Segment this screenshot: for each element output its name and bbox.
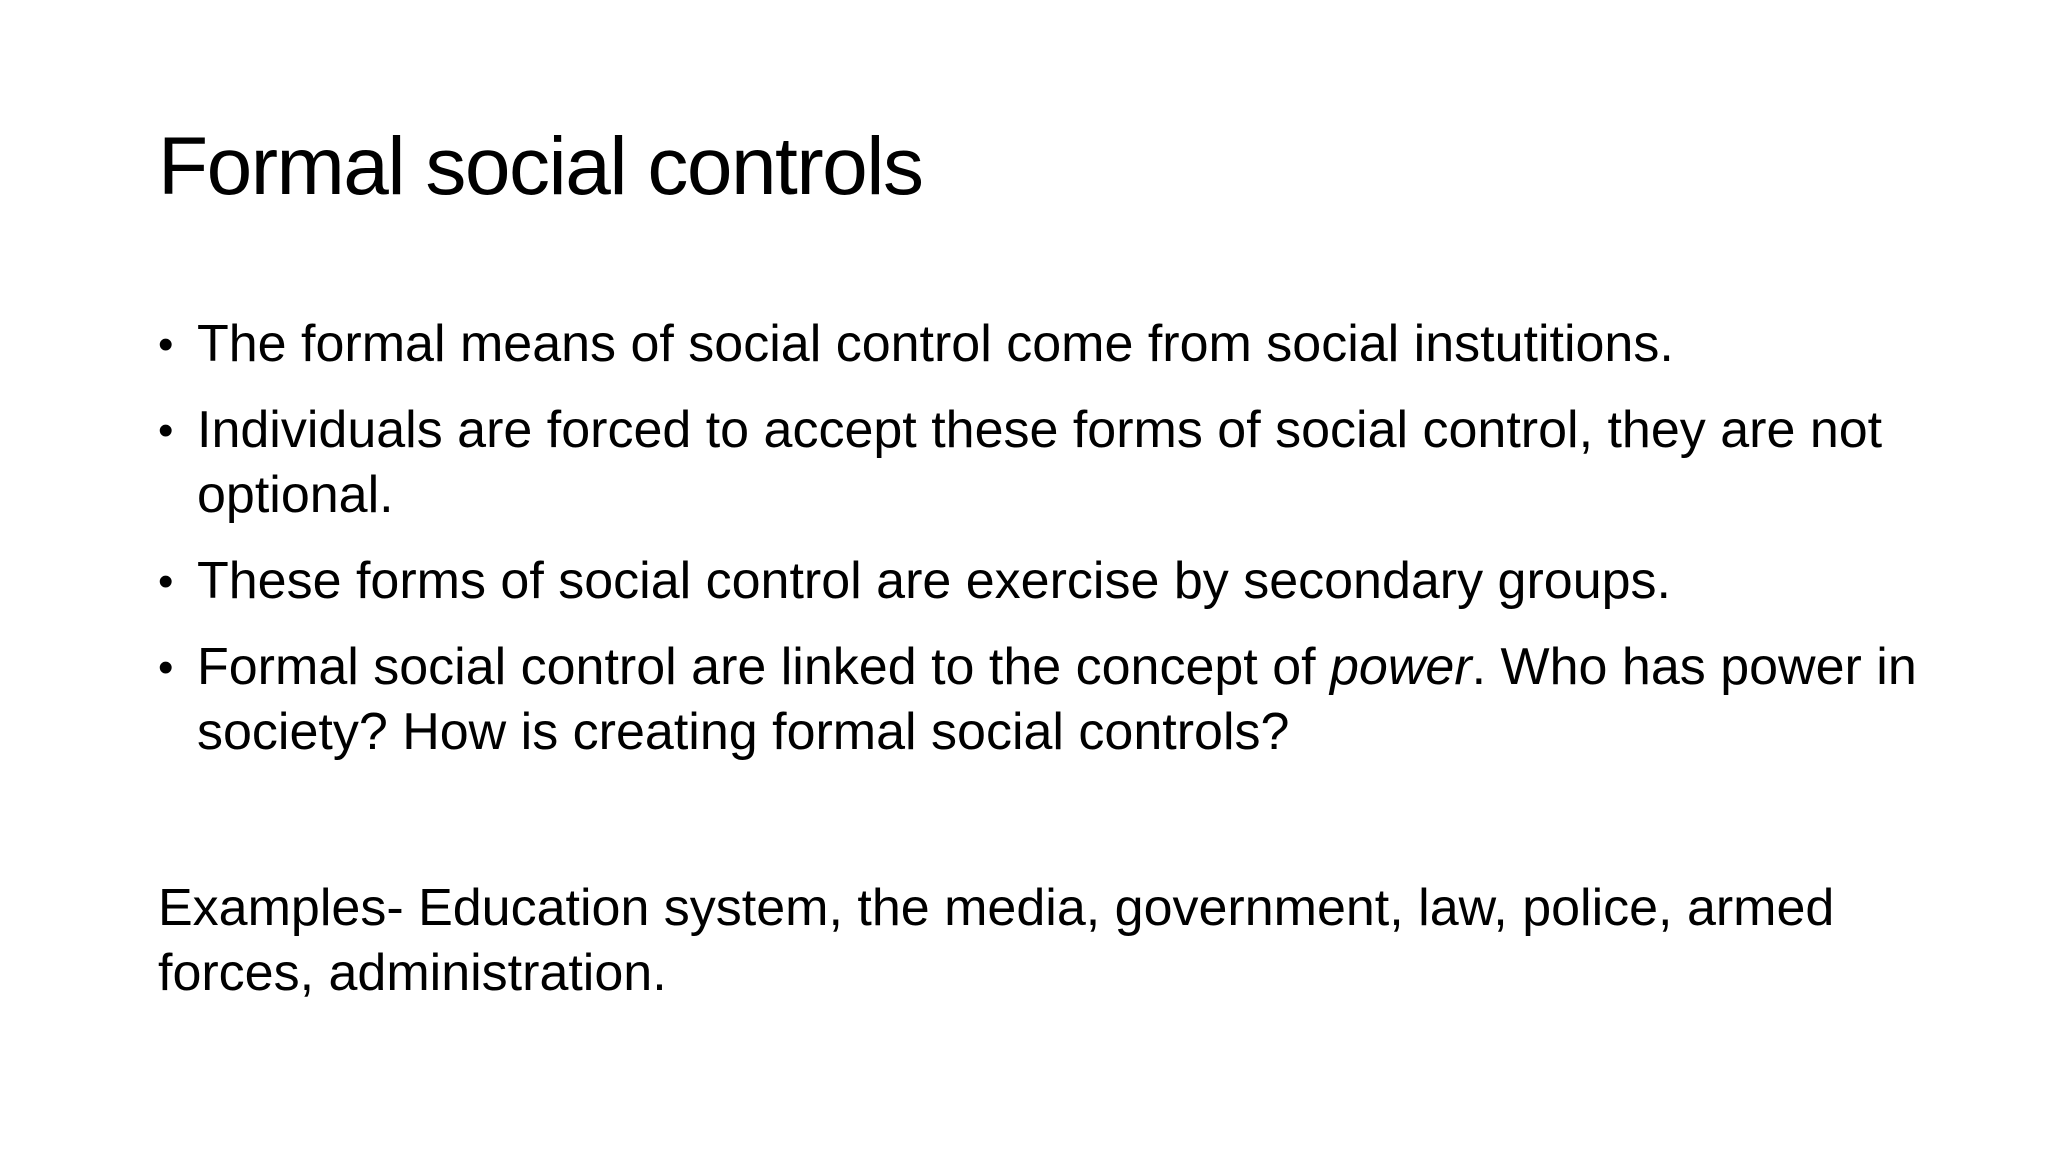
bullet-text: Individuals are forced to accept these forms of social control, they are not optional. — [197, 401, 1883, 524]
bullet-text: The formal means of social control come from social instutitions. — [197, 315, 1674, 373]
bullet-item — [158, 635, 1918, 765]
examples-paragraph: Examples- Education system, the media, government, law, police, armed forces, administration. — [158, 879, 1835, 1002]
emphasized-word: power — [1330, 638, 1472, 696]
bullet-icon: • — [158, 643, 174, 692]
bullet-item — [158, 312, 1918, 377]
bullet-item — [158, 549, 1918, 614]
bullet-text-before: Formal social control are linked to the concept of — [197, 638, 1331, 696]
bullet-icon: • — [158, 406, 174, 455]
bullet-icon: • — [158, 557, 174, 606]
bullet-item — [158, 398, 1918, 528]
slide-title: Formal social controls — [158, 121, 923, 212]
bullet-text: These forms of social control are exercise by secondary groups. — [197, 552, 1672, 610]
bullet-text-after: . Who has power in society? How is creating formal social controls? — [197, 638, 1917, 761]
bullet-list — [158, 312, 1918, 786]
bullet-icon: • — [158, 320, 174, 369]
